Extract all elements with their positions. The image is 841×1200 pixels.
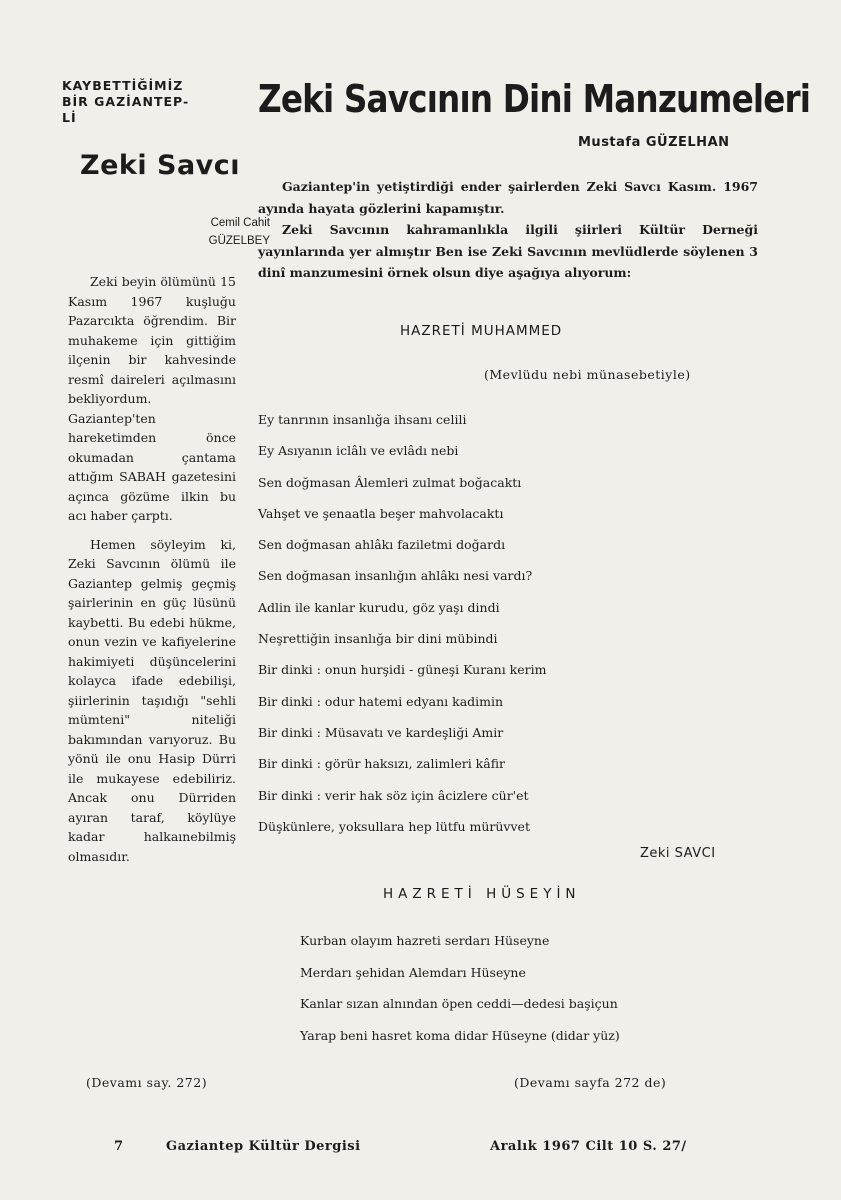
intro-paragraph-2: Zeki Savcının kahramanlıkla ilgili şiirleri Kültür Derneği yayınlarında yer almıştır Ben ise Zeki Savcının mevlüdlerde söylenen 3 dinî manzumesini örnek olsun diye aşağıya alıyorum: xyxy=(258,222,758,280)
poem-line: Sen doğmasan insanlığın ahlâkı nesi vardı? xyxy=(258,568,533,584)
left-article-author xyxy=(150,214,270,250)
intro-paragraph-1: Gaziantep'in yetiştirdiği ender şairlerden Zeki Savcı Kasım. 1967 ayında hayata gözlerini kapamıştır. xyxy=(258,179,758,216)
left-article-title: Zeki Savcı xyxy=(80,150,241,181)
author-name: Cemil Cahit xyxy=(210,217,270,229)
left-paragraph-2: Hemen söyleyim ki, Zeki Savcının ölümü ile Gaziantep gelmiş geçmiş şairlerinin en güç lüsünü kaybetti. Bu edebi hükme, onun vezin ve kafiyelerine hakimiyeti düşüncelerini kolayca ifade edebilişi, şiirlerinin taşıdığı "sehli mümteni" niteliği bakımından varıyoruz. Bu yönü ile onu Hasip Dürri ile mukayese edebiliriz. Ancak onu Dürriden ayıran taraf, köylüye kadar halkaınebilmiş olmasıdır. xyxy=(68,536,236,864)
right-article-intro xyxy=(258,176,758,284)
poem-line: Bir dinki : Müsavatı ve kardeşliği Amir xyxy=(258,724,504,740)
poem-line: Bir dinki : verir hak söz için âcizlere cür'et xyxy=(258,787,529,803)
poem2-title: HAZRETİ HÜSEYİN xyxy=(383,886,581,902)
poem-line: Adlin ile kanlar kurudu, göz yaşı dindi xyxy=(258,599,500,615)
poem-line: Merdarı şehidan Alemdarı Hüseyne xyxy=(300,964,526,980)
poem-line: Bir dinki : odur hatemi edyanı kadimin xyxy=(258,693,504,709)
kicker-line-1: KAYBETTİĞİMİZ xyxy=(62,78,184,93)
left-continued-note: (Devamı say. 272) xyxy=(86,1075,208,1090)
poem-line: Ey tanrının insanlığa ihsanı celili xyxy=(258,412,467,427)
poem-line: Kanlar sızan alnından öpen ceddi—dedesi başiçun xyxy=(300,996,618,1011)
journal-title: Gaziantep Kültür Dergisi xyxy=(166,1139,361,1154)
poem1-signature: Zeki SAVCI xyxy=(640,846,716,861)
poem-line: Ey Asıyanın iclâlı ve evlâdı nebi xyxy=(258,443,459,459)
kicker-line-3: Lİ xyxy=(62,110,77,125)
issue-info: Aralık 1967 Cilt 10 S. 27/ xyxy=(490,1139,687,1154)
left-paragraph-1: Zeki beyin ölümünü 15 Kasım 1967 kuşluğu Pazarcıkta öğrendim. Bir muhakeme için gittiğim ilçenin bir kahvesinde resmî daireleri açılmasını bekliyordum. Gaziantep'ten hareketimden önce okumadan çantama attığım SABAH gazetesini açınca gözüme ilkin bu acı haber çarptı. xyxy=(68,274,236,523)
poem-line: Yarap beni hasret koma didar Hüseyne (didar yüz) xyxy=(300,1027,620,1043)
left-article-body xyxy=(68,272,236,875)
poem-line: Sen doğmasan ahlâkı faziletmi doğardı xyxy=(258,537,506,553)
poem1-subtitle: (Mevlüdu nebi münasebetiyle) xyxy=(484,367,691,382)
kicker xyxy=(62,78,252,126)
poem-line: Sen doğmasan Âlemleri zulmat boğacaktı xyxy=(258,474,522,490)
poem-line: Bir dinki : görür haksızı, zalimleri kâfir xyxy=(258,756,506,772)
poem1-body xyxy=(258,404,758,842)
poem-line: Bir dinki : onun hurşidi - güneşi Kuranı kerim xyxy=(258,662,547,678)
article-headline: Zeki Savcının Dini Manzumeleri xyxy=(258,77,811,121)
poem-line: Kurban olayım hazreti serdarı Hüseyne xyxy=(300,933,550,948)
author-surname: GÜZELBEY xyxy=(208,235,270,247)
poem-line: Düşkünlere, yoksullara hep lütfu mürüvvet xyxy=(258,818,530,834)
page-number: 7 xyxy=(114,1139,124,1154)
kicker-line-2: BİR GAZİANTEP- xyxy=(62,94,190,109)
poem2-body xyxy=(300,925,760,1051)
right-continued-note: (Devamı sayfa 272 de) xyxy=(514,1075,667,1090)
poem1-title: HAZRETİ MUHAMMED xyxy=(400,323,563,339)
poem-line: Neşrettiğin insanlığa bir dini mübindi xyxy=(258,631,498,647)
right-article-byline: Mustafa GÜZELHAN xyxy=(578,135,730,150)
poem-line: Vahşet ve şenaatla beşer mahvolacaktı xyxy=(258,505,504,521)
